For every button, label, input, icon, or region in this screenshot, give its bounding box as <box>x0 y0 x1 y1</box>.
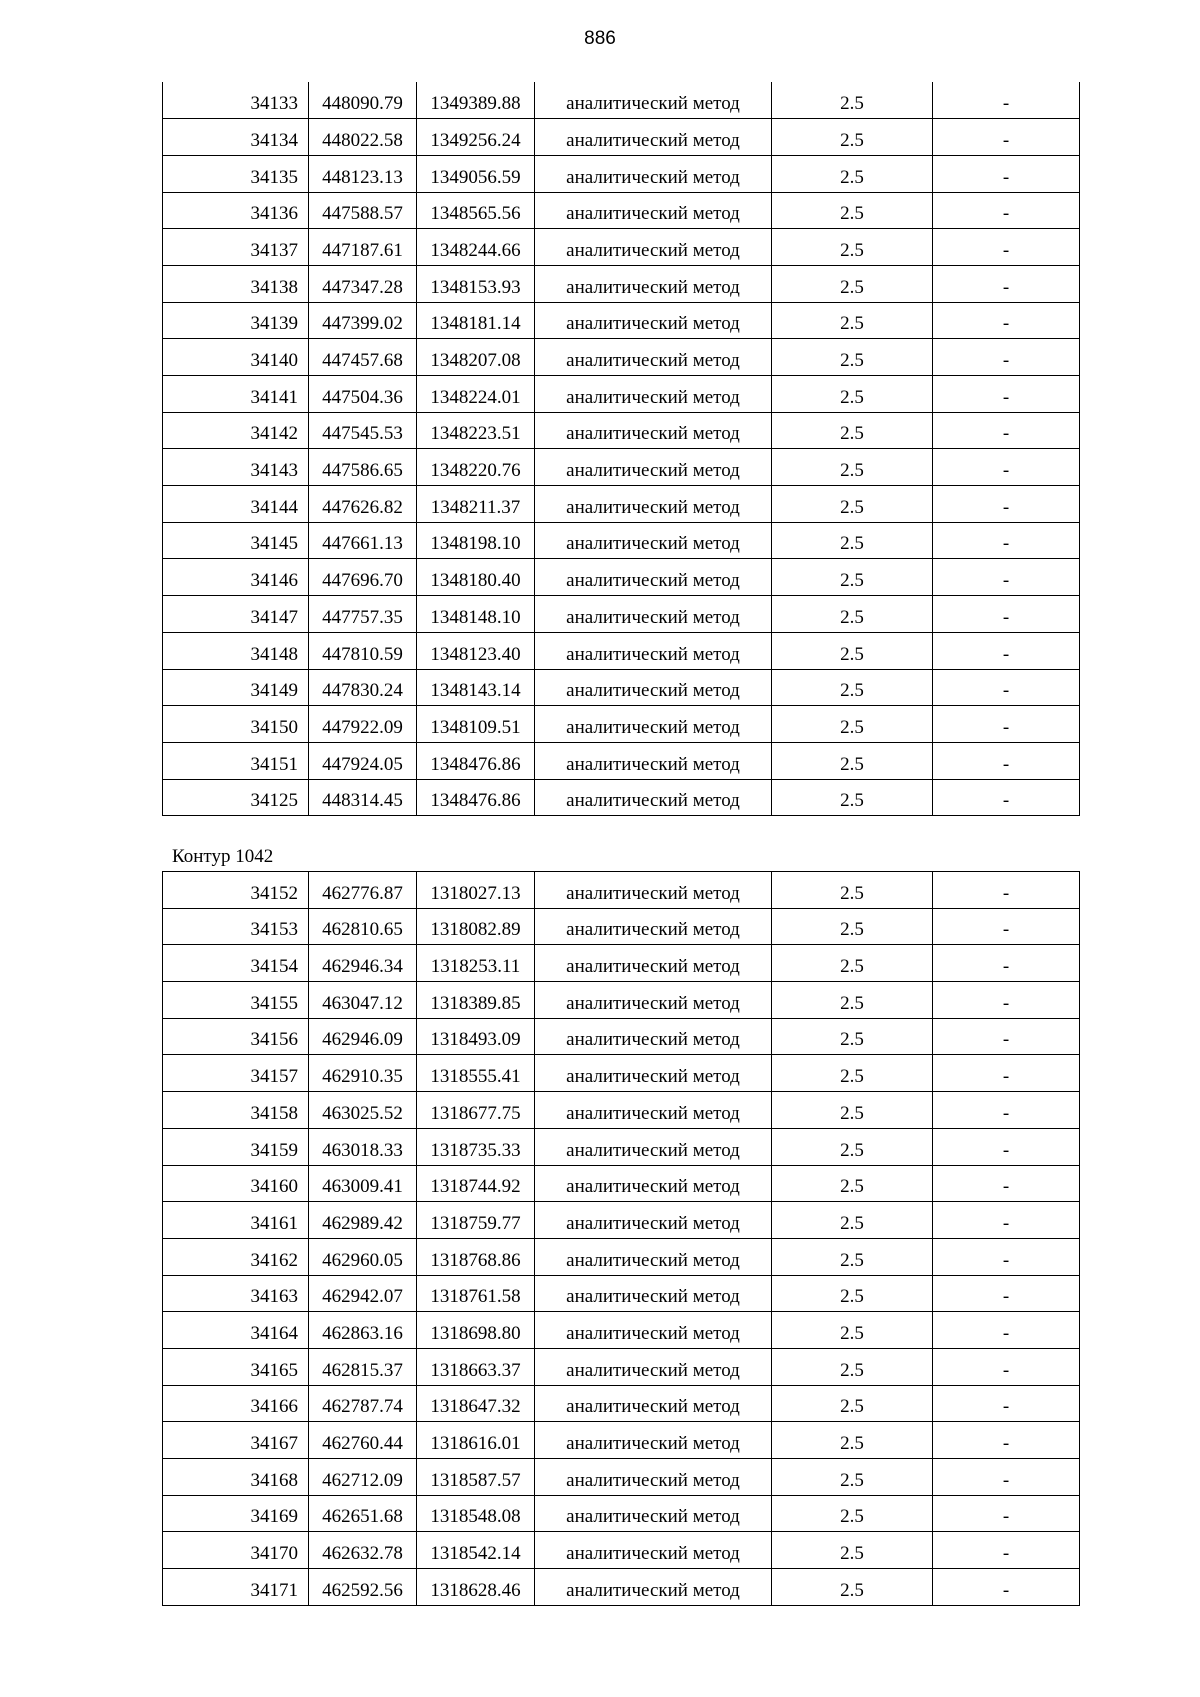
point-number-cell: 34150 <box>163 706 309 743</box>
method-cell: аналитический метод <box>535 1385 772 1422</box>
table-row <box>163 1569 1080 1606</box>
table-row <box>163 1422 1080 1459</box>
table-row <box>163 192 1080 229</box>
x-coordinate-cell: 463018.33 <box>309 1128 417 1165</box>
accuracy-cell: 2.5 <box>772 779 933 816</box>
note-cell: - <box>933 1312 1080 1349</box>
accuracy-cell: 2.5 <box>772 1385 933 1422</box>
method-cell: аналитический метод <box>535 982 772 1019</box>
table-row <box>163 119 1080 156</box>
x-coordinate-cell: 462910.35 <box>309 1055 417 1092</box>
y-coordinate-cell: 1318735.33 <box>417 1128 535 1165</box>
x-coordinate-cell: 463009.41 <box>309 1165 417 1202</box>
point-number-cell: 34168 <box>163 1459 309 1496</box>
accuracy-cell: 2.5 <box>772 1532 933 1569</box>
method-cell: аналитический метод <box>535 1532 772 1569</box>
x-coordinate-cell: 447922.09 <box>309 706 417 743</box>
page-number: 886 <box>584 28 616 49</box>
method-cell: аналитический метод <box>535 706 772 743</box>
note-cell: - <box>933 1092 1080 1129</box>
accuracy-cell: 2.5 <box>772 265 933 302</box>
point-number-cell: 34157 <box>163 1055 309 1092</box>
point-number-cell: 34137 <box>163 229 309 266</box>
accuracy-cell: 2.5 <box>772 908 933 945</box>
x-coordinate-cell: 447545.53 <box>309 412 417 449</box>
note-cell: - <box>933 449 1080 486</box>
y-coordinate-cell: 1318647.32 <box>417 1385 535 1422</box>
x-coordinate-cell: 447347.28 <box>309 265 417 302</box>
note-cell: - <box>933 82 1080 119</box>
accuracy-cell: 2.5 <box>772 1238 933 1275</box>
table-row <box>163 1165 1080 1202</box>
note-cell: - <box>933 779 1080 816</box>
y-coordinate-cell: 1318759.77 <box>417 1202 535 1239</box>
point-number-cell: 34163 <box>163 1275 309 1312</box>
table-row <box>163 339 1080 376</box>
accuracy-cell: 2.5 <box>772 1202 933 1239</box>
method-cell: аналитический метод <box>535 1348 772 1385</box>
y-coordinate-cell: 1318698.80 <box>417 1312 535 1349</box>
method-cell: аналитический метод <box>535 1238 772 1275</box>
method-cell: аналитический метод <box>535 1495 772 1532</box>
y-coordinate-cell: 1348143.14 <box>417 669 535 706</box>
y-coordinate-cell: 1348198.10 <box>417 522 535 559</box>
x-coordinate-cell: 462815.37 <box>309 1348 417 1385</box>
y-coordinate-cell: 1348476.86 <box>417 742 535 779</box>
y-coordinate-cell: 1348223.51 <box>417 412 535 449</box>
point-number-cell: 34164 <box>163 1312 309 1349</box>
x-coordinate-cell: 447626.82 <box>309 486 417 523</box>
accuracy-cell: 2.5 <box>772 982 933 1019</box>
x-coordinate-cell: 462946.34 <box>309 945 417 982</box>
note-cell: - <box>933 192 1080 229</box>
x-coordinate-cell: 447757.35 <box>309 596 417 633</box>
point-number-cell: 34152 <box>163 872 309 909</box>
method-cell: аналитический метод <box>535 945 772 982</box>
method-cell: аналитический метод <box>535 412 772 449</box>
x-coordinate-cell: 448123.13 <box>309 155 417 192</box>
table-row <box>163 522 1080 559</box>
note-cell: - <box>933 265 1080 302</box>
accuracy-cell: 2.5 <box>772 119 933 156</box>
y-coordinate-cell: 1318253.11 <box>417 945 535 982</box>
note-cell: - <box>933 632 1080 669</box>
accuracy-cell: 2.5 <box>772 669 933 706</box>
table-row <box>163 229 1080 266</box>
y-coordinate-cell: 1348123.40 <box>417 632 535 669</box>
y-coordinate-cell: 1349056.59 <box>417 155 535 192</box>
table-row <box>163 82 1080 119</box>
x-coordinate-cell: 447586.65 <box>309 449 417 486</box>
accuracy-cell: 2.5 <box>772 1495 933 1532</box>
point-number-cell: 34141 <box>163 376 309 413</box>
y-coordinate-cell: 1318548.08 <box>417 1495 535 1532</box>
note-cell: - <box>933 669 1080 706</box>
method-cell: аналитический метод <box>535 1055 772 1092</box>
y-coordinate-cell: 1348220.76 <box>417 449 535 486</box>
table-row <box>163 596 1080 633</box>
note-cell: - <box>933 1275 1080 1312</box>
x-coordinate-cell: 448022.58 <box>309 119 417 156</box>
y-coordinate-cell: 1318663.37 <box>417 1348 535 1385</box>
table-row <box>163 908 1080 945</box>
x-coordinate-cell: 447661.13 <box>309 522 417 559</box>
table-row <box>163 1459 1080 1496</box>
note-cell: - <box>933 1165 1080 1202</box>
y-coordinate-cell: 1348180.40 <box>417 559 535 596</box>
note-cell: - <box>933 742 1080 779</box>
accuracy-cell: 2.5 <box>772 1459 933 1496</box>
y-coordinate-cell: 1348153.93 <box>417 265 535 302</box>
table-row <box>163 1018 1080 1055</box>
method-cell: аналитический метод <box>535 1569 772 1606</box>
y-coordinate-cell: 1318389.85 <box>417 982 535 1019</box>
table-row <box>163 1385 1080 1422</box>
x-coordinate-cell: 462651.68 <box>309 1495 417 1532</box>
accuracy-cell: 2.5 <box>772 706 933 743</box>
table-row <box>163 872 1080 909</box>
x-coordinate-cell: 448090.79 <box>309 82 417 119</box>
y-coordinate-cell: 1318628.46 <box>417 1569 535 1606</box>
x-coordinate-cell: 462942.07 <box>309 1275 417 1312</box>
x-coordinate-cell: 463025.52 <box>309 1092 417 1129</box>
method-cell: аналитический метод <box>535 669 772 706</box>
accuracy-cell: 2.5 <box>772 1275 933 1312</box>
point-number-cell: 34148 <box>163 632 309 669</box>
y-coordinate-cell: 1318768.86 <box>417 1238 535 1275</box>
method-cell: аналитический метод <box>535 119 772 156</box>
y-coordinate-cell: 1318082.89 <box>417 908 535 945</box>
y-coordinate-cell: 1348476.86 <box>417 779 535 816</box>
method-cell: аналитический метод <box>535 339 772 376</box>
accuracy-cell: 2.5 <box>772 376 933 413</box>
x-coordinate-cell: 462760.44 <box>309 1422 417 1459</box>
x-coordinate-cell: 462632.78 <box>309 1532 417 1569</box>
note-cell: - <box>933 1238 1080 1275</box>
method-cell: аналитический метод <box>535 522 772 559</box>
method-cell: аналитический метод <box>535 559 772 596</box>
accuracy-cell: 2.5 <box>772 742 933 779</box>
table-row <box>163 742 1080 779</box>
accuracy-cell: 2.5 <box>772 1128 933 1165</box>
y-coordinate-cell: 1348148.10 <box>417 596 535 633</box>
x-coordinate-cell: 447457.68 <box>309 339 417 376</box>
accuracy-cell: 2.5 <box>772 1312 933 1349</box>
point-number-cell: 34153 <box>163 908 309 945</box>
point-number-cell: 34144 <box>163 486 309 523</box>
x-coordinate-cell: 462946.09 <box>309 1018 417 1055</box>
y-coordinate-cell: 1348181.14 <box>417 302 535 339</box>
x-coordinate-cell: 447588.57 <box>309 192 417 229</box>
accuracy-cell: 2.5 <box>772 1055 933 1092</box>
method-cell: аналитический метод <box>535 1165 772 1202</box>
table-row <box>163 632 1080 669</box>
table-row <box>163 449 1080 486</box>
note-cell: - <box>933 486 1080 523</box>
accuracy-cell: 2.5 <box>772 1018 933 1055</box>
accuracy-cell: 2.5 <box>772 559 933 596</box>
table-row <box>163 982 1080 1019</box>
contour-title: Контур 1042 <box>172 846 274 867</box>
x-coordinate-cell: 462787.74 <box>309 1385 417 1422</box>
point-number-cell: 34154 <box>163 945 309 982</box>
note-cell: - <box>933 1348 1080 1385</box>
point-number-cell: 34149 <box>163 669 309 706</box>
point-number-cell: 34156 <box>163 1018 309 1055</box>
table-row <box>163 706 1080 743</box>
note-cell: - <box>933 1202 1080 1239</box>
note-cell: - <box>933 945 1080 982</box>
method-cell: аналитический метод <box>535 908 772 945</box>
method-cell: аналитический метод <box>535 449 772 486</box>
table-row <box>163 412 1080 449</box>
note-cell: - <box>933 1055 1080 1092</box>
note-cell: - <box>933 1018 1080 1055</box>
y-coordinate-cell: 1348109.51 <box>417 706 535 743</box>
x-coordinate-cell: 447504.36 <box>309 376 417 413</box>
y-coordinate-cell: 1318542.14 <box>417 1532 535 1569</box>
method-cell: аналитический метод <box>535 1422 772 1459</box>
table-row <box>163 945 1080 982</box>
x-coordinate-cell: 447696.70 <box>309 559 417 596</box>
accuracy-cell: 2.5 <box>772 192 933 229</box>
note-cell: - <box>933 1532 1080 1569</box>
y-coordinate-cell: 1348244.66 <box>417 229 535 266</box>
table-row <box>163 559 1080 596</box>
point-number-cell: 34171 <box>163 1569 309 1606</box>
method-cell: аналитический метод <box>535 265 772 302</box>
note-cell: - <box>933 706 1080 743</box>
table-row <box>163 302 1080 339</box>
x-coordinate-cell: 462960.05 <box>309 1238 417 1275</box>
method-cell: аналитический метод <box>535 1275 772 1312</box>
table-row <box>163 486 1080 523</box>
accuracy-cell: 2.5 <box>772 1422 933 1459</box>
table-row <box>163 779 1080 816</box>
method-cell: аналитический метод <box>535 779 772 816</box>
accuracy-cell: 2.5 <box>772 82 933 119</box>
y-coordinate-cell: 1318677.75 <box>417 1092 535 1129</box>
method-cell: аналитический метод <box>535 1018 772 1055</box>
accuracy-cell: 2.5 <box>772 1569 933 1606</box>
coordinates-table-contour-1042 <box>162 871 1080 1606</box>
point-number-cell: 34159 <box>163 1128 309 1165</box>
note-cell: - <box>933 412 1080 449</box>
point-number-cell: 34147 <box>163 596 309 633</box>
point-number-cell: 34143 <box>163 449 309 486</box>
note-cell: - <box>933 339 1080 376</box>
x-coordinate-cell: 447830.24 <box>309 669 417 706</box>
note-cell: - <box>933 1385 1080 1422</box>
method-cell: аналитический метод <box>535 192 772 229</box>
table-row <box>163 1348 1080 1385</box>
table-row <box>163 1238 1080 1275</box>
method-cell: аналитический метод <box>535 1312 772 1349</box>
y-coordinate-cell: 1318761.58 <box>417 1275 535 1312</box>
table-row <box>163 1092 1080 1129</box>
note-cell: - <box>933 229 1080 266</box>
point-number-cell: 34166 <box>163 1385 309 1422</box>
note-cell: - <box>933 982 1080 1019</box>
point-number-cell: 34134 <box>163 119 309 156</box>
point-number-cell: 34145 <box>163 522 309 559</box>
y-coordinate-cell: 1348224.01 <box>417 376 535 413</box>
y-coordinate-cell: 1318587.57 <box>417 1459 535 1496</box>
method-cell: аналитический метод <box>535 742 772 779</box>
point-number-cell: 34136 <box>163 192 309 229</box>
x-coordinate-cell: 447399.02 <box>309 302 417 339</box>
table-row <box>163 1495 1080 1532</box>
table-row <box>163 1312 1080 1349</box>
point-number-cell: 34151 <box>163 742 309 779</box>
note-cell: - <box>933 596 1080 633</box>
accuracy-cell: 2.5 <box>772 632 933 669</box>
note-cell: - <box>933 908 1080 945</box>
x-coordinate-cell: 462863.16 <box>309 1312 417 1349</box>
note-cell: - <box>933 1422 1080 1459</box>
point-number-cell: 34167 <box>163 1422 309 1459</box>
note-cell: - <box>933 1459 1080 1496</box>
point-number-cell: 34155 <box>163 982 309 1019</box>
point-number-cell: 34139 <box>163 302 309 339</box>
method-cell: аналитический метод <box>535 1202 772 1239</box>
point-number-cell: 34169 <box>163 1495 309 1532</box>
x-coordinate-cell: 462712.09 <box>309 1459 417 1496</box>
method-cell: аналитический метод <box>535 229 772 266</box>
table-row <box>163 669 1080 706</box>
coordinates-table-top <box>162 82 1080 816</box>
x-coordinate-cell: 448314.45 <box>309 779 417 816</box>
note-cell: - <box>933 376 1080 413</box>
y-coordinate-cell: 1348565.56 <box>417 192 535 229</box>
note-cell: - <box>933 559 1080 596</box>
note-cell: - <box>933 119 1080 156</box>
table-row <box>163 1532 1080 1569</box>
point-number-cell: 34146 <box>163 559 309 596</box>
accuracy-cell: 2.5 <box>772 339 933 376</box>
method-cell: аналитический метод <box>535 596 772 633</box>
y-coordinate-cell: 1318555.41 <box>417 1055 535 1092</box>
y-coordinate-cell: 1318027.13 <box>417 872 535 909</box>
accuracy-cell: 2.5 <box>772 302 933 339</box>
accuracy-cell: 2.5 <box>772 596 933 633</box>
x-coordinate-cell: 462776.87 <box>309 872 417 909</box>
y-coordinate-cell: 1318493.09 <box>417 1018 535 1055</box>
x-coordinate-cell: 463047.12 <box>309 982 417 1019</box>
table-row <box>163 1275 1080 1312</box>
y-coordinate-cell: 1318744.92 <box>417 1165 535 1202</box>
method-cell: аналитический метод <box>535 1092 772 1129</box>
table-row <box>163 265 1080 302</box>
table-row <box>163 1055 1080 1092</box>
x-coordinate-cell: 462592.56 <box>309 1569 417 1606</box>
method-cell: аналитический метод <box>535 1128 772 1165</box>
accuracy-cell: 2.5 <box>772 1348 933 1385</box>
method-cell: аналитический метод <box>535 302 772 339</box>
accuracy-cell: 2.5 <box>772 486 933 523</box>
x-coordinate-cell: 447924.05 <box>309 742 417 779</box>
method-cell: аналитический метод <box>535 486 772 523</box>
table-row <box>163 1202 1080 1239</box>
point-number-cell: 34135 <box>163 155 309 192</box>
accuracy-cell: 2.5 <box>772 945 933 982</box>
note-cell: - <box>933 1495 1080 1532</box>
y-coordinate-cell: 1318616.01 <box>417 1422 535 1459</box>
point-number-cell: 34165 <box>163 1348 309 1385</box>
note-cell: - <box>933 1128 1080 1165</box>
method-cell: аналитический метод <box>535 155 772 192</box>
point-number-cell: 34158 <box>163 1092 309 1129</box>
accuracy-cell: 2.5 <box>772 229 933 266</box>
method-cell: аналитический метод <box>535 1459 772 1496</box>
accuracy-cell: 2.5 <box>772 155 933 192</box>
point-number-cell: 34142 <box>163 412 309 449</box>
table-row <box>163 155 1080 192</box>
note-cell: - <box>933 522 1080 559</box>
point-number-cell: 34160 <box>163 1165 309 1202</box>
point-number-cell: 34161 <box>163 1202 309 1239</box>
x-coordinate-cell: 447810.59 <box>309 632 417 669</box>
method-cell: аналитический метод <box>535 82 772 119</box>
accuracy-cell: 2.5 <box>772 872 933 909</box>
y-coordinate-cell: 1349256.24 <box>417 119 535 156</box>
point-number-cell: 34133 <box>163 82 309 119</box>
table-row <box>163 1128 1080 1165</box>
accuracy-cell: 2.5 <box>772 522 933 559</box>
point-number-cell: 34125 <box>163 779 309 816</box>
x-coordinate-cell: 462810.65 <box>309 908 417 945</box>
point-number-cell: 34162 <box>163 1238 309 1275</box>
accuracy-cell: 2.5 <box>772 1165 933 1202</box>
note-cell: - <box>933 302 1080 339</box>
point-number-cell: 34170 <box>163 1532 309 1569</box>
point-number-cell: 34138 <box>163 265 309 302</box>
point-number-cell: 34140 <box>163 339 309 376</box>
y-coordinate-cell: 1348207.08 <box>417 339 535 376</box>
accuracy-cell: 2.5 <box>772 449 933 486</box>
method-cell: аналитический метод <box>535 632 772 669</box>
accuracy-cell: 2.5 <box>772 1092 933 1129</box>
note-cell: - <box>933 872 1080 909</box>
y-coordinate-cell: 1349389.88 <box>417 82 535 119</box>
x-coordinate-cell: 447187.61 <box>309 229 417 266</box>
method-cell: аналитический метод <box>535 376 772 413</box>
y-coordinate-cell: 1348211.37 <box>417 486 535 523</box>
method-cell: аналитический метод <box>535 872 772 909</box>
note-cell: - <box>933 1569 1080 1606</box>
note-cell: - <box>933 155 1080 192</box>
x-coordinate-cell: 462989.42 <box>309 1202 417 1239</box>
table-row <box>163 376 1080 413</box>
accuracy-cell: 2.5 <box>772 412 933 449</box>
